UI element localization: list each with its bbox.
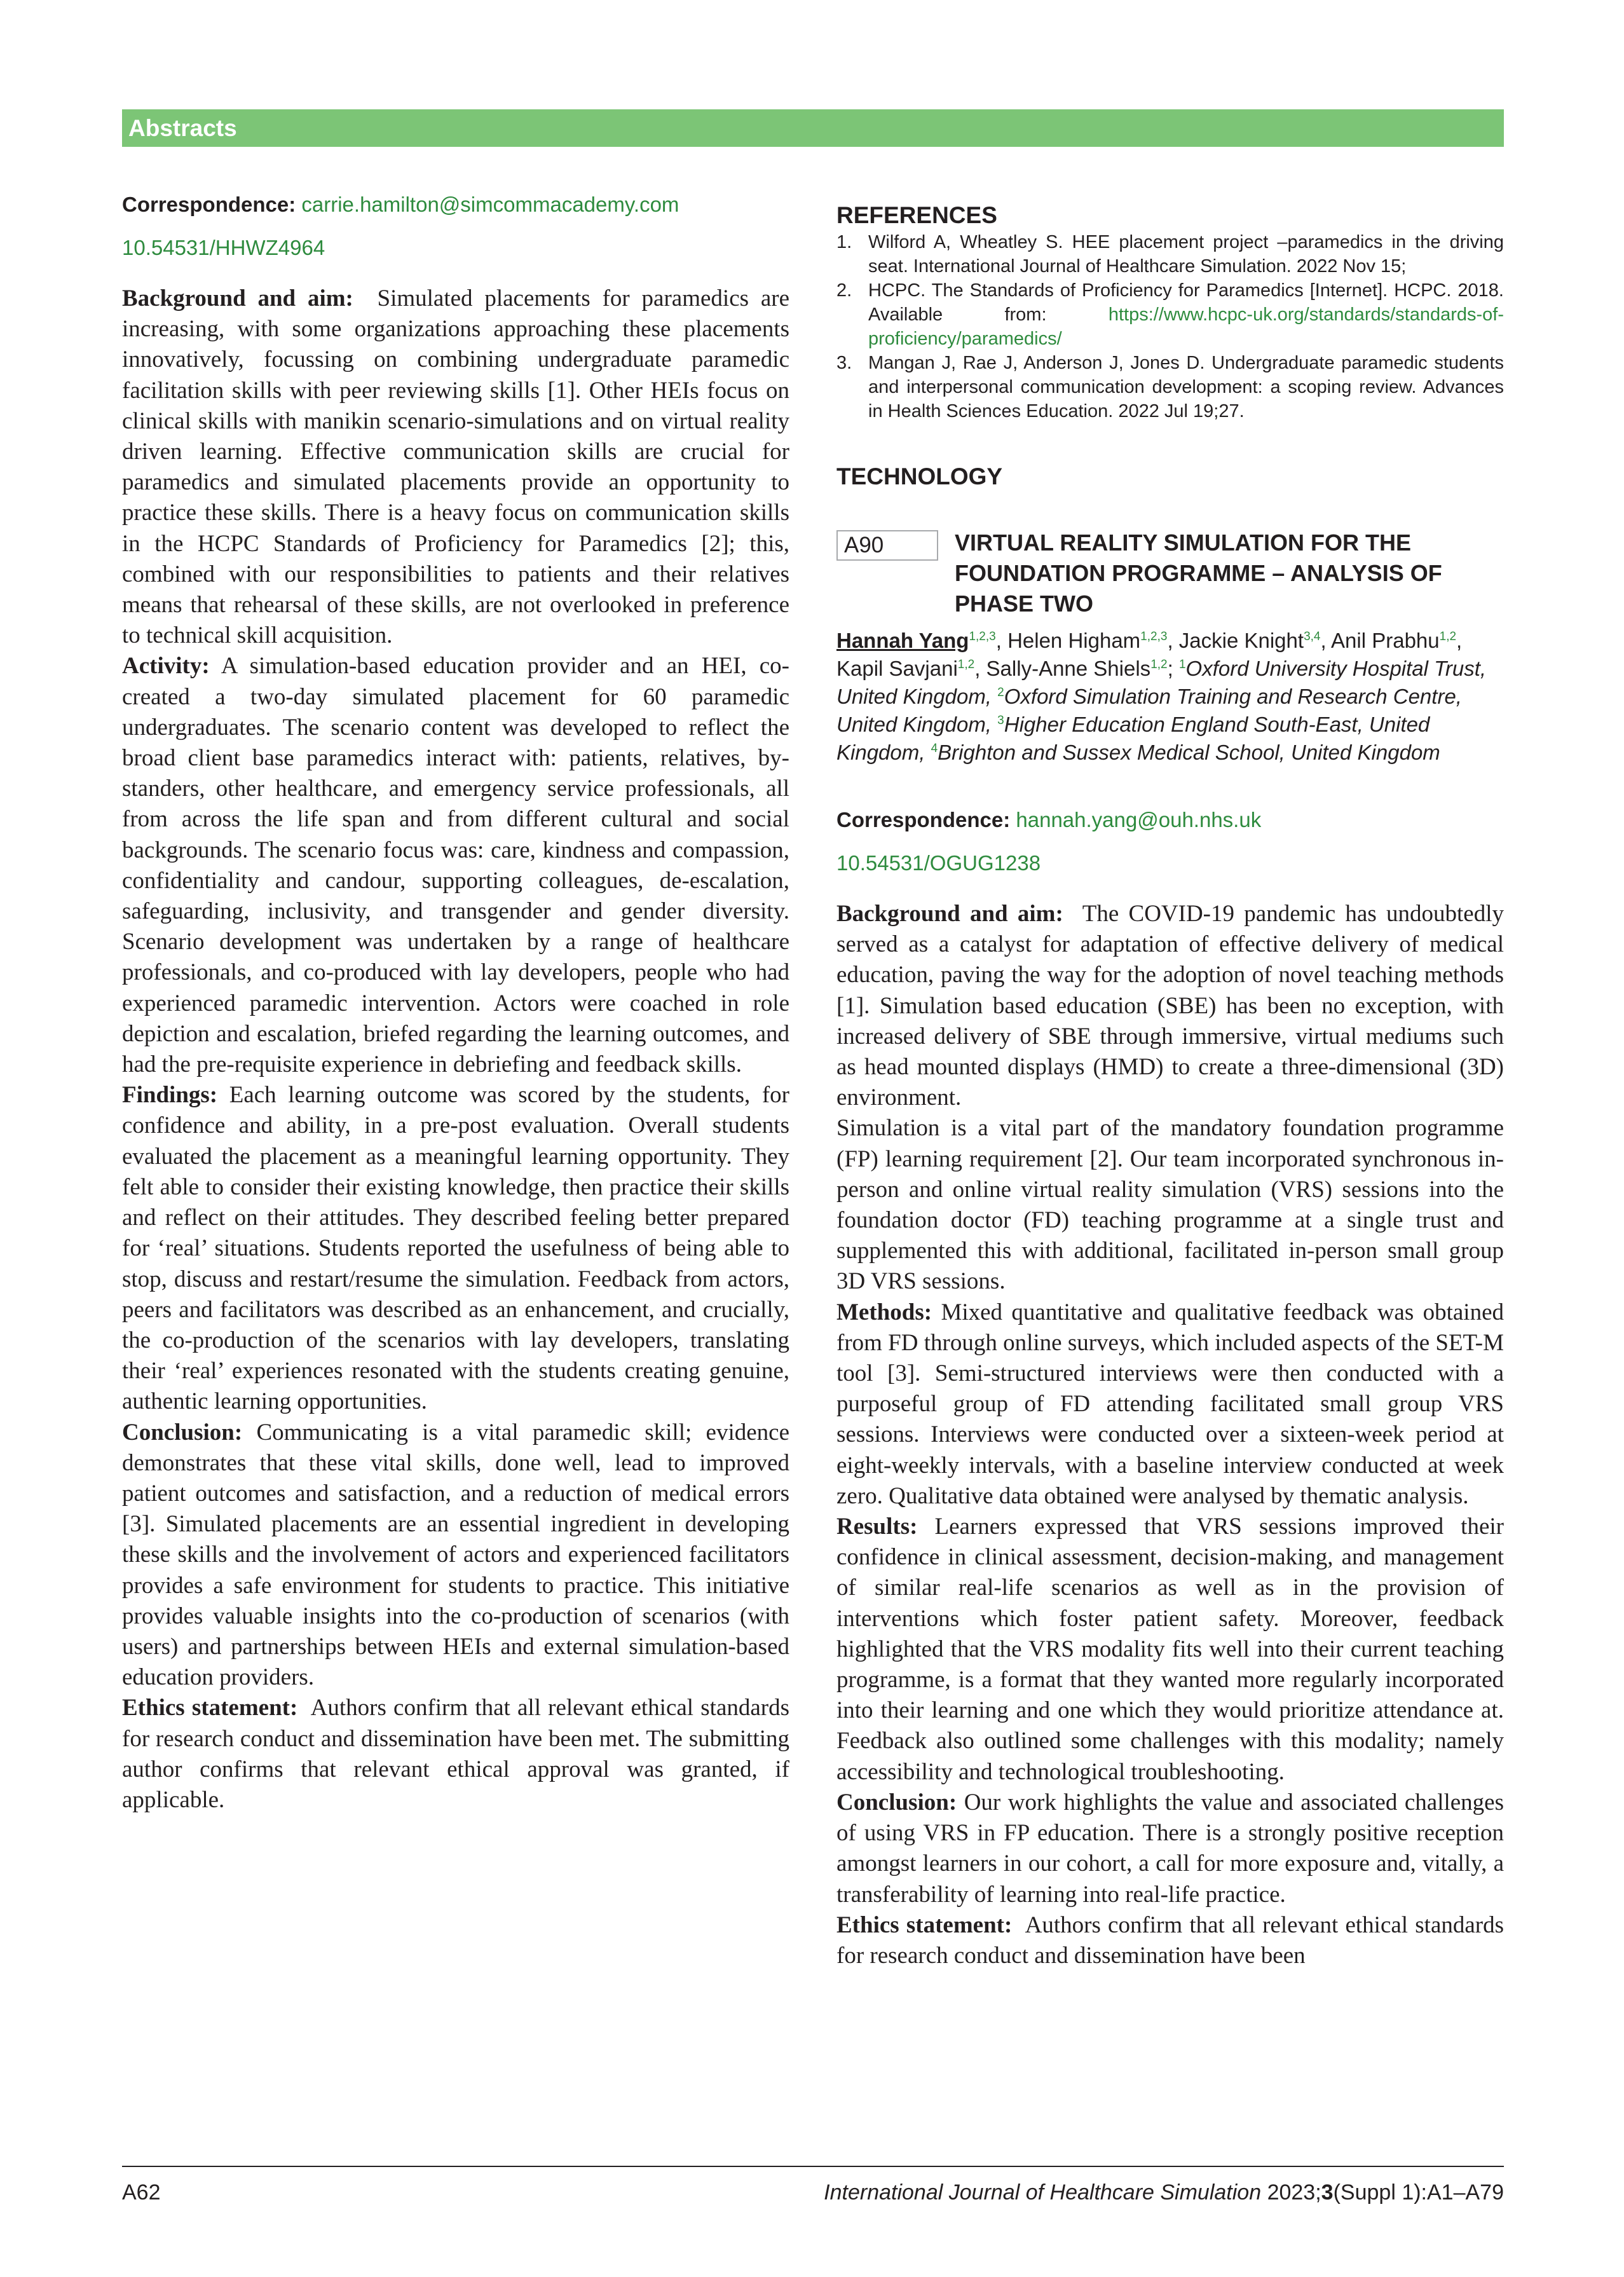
abstract-header	[836, 528, 1504, 620]
paragraph-background	[836, 899, 1504, 1113]
paragraph-conclusion	[122, 1418, 789, 1693]
reference-number: 3.	[836, 353, 852, 373]
author-name: Kapil Savjani	[836, 657, 958, 680]
footer-rule	[122, 2166, 1504, 2167]
paragraph-text: Mixed quantitative and qualitative feedback was obtained from FD through online surveys, which included aspects of the SET-M tool [3]. Semi-structured interviews were then conducted with a purposeful group of FD attending facilitated small group VRS sessions. Interviews were conducted over a sixteen-week period at eight-weekly intervals, with a baseline interview conducted at week zero. Qualitative data obtained were analysed by thematic analysis.	[836, 1299, 1505, 1509]
author-affiliation-mark: 1,2	[1150, 658, 1168, 671]
correspondence-line	[122, 191, 789, 219]
paragraph-text: Authors confirm that all relevant ethical standards for research conduct and dissemination have been met. The submitting author confirms that relevant ethical approval was granted, if applicable.	[122, 1695, 790, 1813]
reference-item	[836, 278, 1504, 351]
journal-year: 2023;	[1267, 2180, 1321, 2205]
correspondence-email-link[interactable]: hannah.yang@ouh.nhs.uk	[1016, 808, 1262, 831]
correspondence-line	[836, 806, 1504, 834]
section-label: Abstracts	[128, 115, 237, 141]
paragraph-activity	[122, 651, 789, 1080]
author-name: Helen Higham	[1007, 629, 1141, 652]
reference-item	[836, 351, 1504, 423]
paragraph-lead: Background and aim:	[836, 901, 1063, 927]
right-column	[836, 202, 1504, 1971]
journal-citation	[824, 2180, 1504, 2205]
paragraph-lead: Results:	[836, 1514, 918, 1540]
abstract-title: VIRTUAL REALITY SIMULATION FOR THE FOUNDATION PROGRAMME – ANALYSIS OF PHASE TWO	[955, 530, 1442, 617]
paragraph-lead: Background and aim:	[122, 285, 353, 311]
paragraph-background	[122, 284, 789, 651]
paragraph-conclusion	[836, 1788, 1504, 1910]
paragraph-text: Each learning outcome was scored by the students, for confidence and ability, in a pre-post evaluation. Overall students evaluated the placement as a meaningful learning opportunity. They felt able to consider their existing knowledge, then practice their skills and reflect on their attitudes. They described feeling better prepared for ‘real’ situations. Students reported the usefulness of being able to stop, discuss and restart/resume the simulation. Feedback from actors, peers and facilitators was described as an enhancement, and crucially, the co-production of the scenarios with lay developers, translating their ‘real’ experiences resonated with the students creating genuine, authentic learning opportunities.	[122, 1082, 789, 1415]
page-number: A62	[122, 2180, 161, 2205]
affiliation-number: 3	[997, 714, 1004, 727]
section-banner	[122, 109, 1504, 147]
paragraph-lead: Methods:	[836, 1299, 932, 1325]
paragraph-lead: Activity:	[122, 653, 210, 680]
author-affiliation-mark: 1,2,3	[969, 630, 996, 643]
journal-issue: (Suppl 1):A1–A79	[1333, 2180, 1504, 2205]
reference-number: 2.	[836, 280, 852, 301]
author-affiliation-mark: 1,2	[1439, 630, 1457, 643]
references-heading: REFERENCES	[836, 202, 997, 228]
correspondence-label: Correspondence:	[122, 193, 296, 216]
paragraph-methods	[836, 1297, 1504, 1512]
reference-item	[836, 230, 1504, 278]
author-name: Hannah Yang	[836, 629, 969, 652]
affiliation-text: Oxford University Hospital Trust, United Kingdom,	[836, 657, 1487, 708]
author-name: Anil Prabhu	[1331, 629, 1440, 652]
left-column	[122, 191, 789, 1815]
reference-text: Mangan J, Rae J, Anderson J, Jones D. Undergraduate paramedic students and interpersonal communication development: a scoping review. Advances in Health Sciences Education. 2022 Jul 19;27.	[868, 353, 1504, 421]
affiliation-number: 2	[997, 686, 1004, 699]
affiliation-number: 4	[931, 742, 938, 755]
paragraph-ethics	[122, 1693, 789, 1815]
paragraph-ethics	[836, 1910, 1504, 1971]
paragraph-text: A simulation-based education provider and an HEI, co-created a two-day simulated placement for 60 paramedic undergraduates. The scenario content was developed to reflect the broad client base paramedics interact with: patients, relatives, by-standers, other healthcare, and emergency service professionals, all from across the life span and from different cultural and social backgrounds. The scenario focus was: care, kindness and compassion, confidentiality and candour, supporting colleagues, de-escalation, safeguarding, inclusivity, and transgender and gender diversity. Scenario development was undertaken by a range of healthcare professionals, and co-produced with lay developers, people who had experienced paramedic intervention. Actors were coached in role depiction and escalation, briefed regarding the learning outcomes, and had the pre-requisite experience in debriefing and feedback skills.	[122, 653, 789, 1078]
doi-link[interactable]: 10.54531/OGUG1238	[836, 851, 1041, 875]
paragraph-text: Our work highlights the value and associated challenges of using VRS in FP education. There is a strongly positive reception amongst learners in our cohort, a call for more exposure and, vitally, a transferability of learning into real-life practice.	[836, 1789, 1505, 1908]
author-list: Hannah Yang$^{1,2,3}$, Helen Higham$^{1,2,3}$, Jackie Knight$^{3,4}$, Anil Prabhu$^{1,2}$, Kapil Savjani$^{1,2}$, Sally-Anne Shiels$^{1,2}$; $^1$Oxford University Hospital Trust, United Kingdom, $^2$Oxford Simulation Training and Research Centre, United Kingdom, $^3$Higher Education England South-East, United Kingdom, $^4$Brighton and Sussex Medical School, United Kingdom	[836, 629, 1487, 764]
abstract-id-box: A90	[836, 530, 938, 561]
paragraph-lead: Conclusion:	[122, 1419, 243, 1446]
paragraph-results	[836, 1512, 1504, 1788]
affiliation-text: Oxford Simulation Training and Research Centre, United Kingdom,	[836, 685, 1462, 736]
paragraph-findings	[122, 1080, 789, 1417]
author-affiliation-mark: 1,2	[957, 658, 975, 671]
author-name: Jackie Knight	[1178, 629, 1304, 652]
author-affiliation-mark: 1,2,3	[1140, 630, 1168, 643]
reference-list	[836, 230, 1504, 423]
paragraph-text: Simulation is a vital part of the mandatory foundation programme (FP) learning requirement [2]. Our team incorporated synchronous in-person and online virtual reality simulation (VRS) sessions into the foundation doctor (FD) teaching programme at a single trust and supplemented this with additional, facilitated in-person small group 3D VRS sessions.	[836, 1115, 1504, 1295]
correspondence-label: Correspondence:	[836, 808, 1011, 831]
reference-text: HCPC. The Standards of Proficiency for Paramedics [Internet]. HCPC. 2018. Available from:	[868, 280, 1504, 325]
paragraph-lead: Ethics statement:	[122, 1695, 298, 1721]
paragraph-lead: Conclusion:	[836, 1789, 957, 1815]
affiliation-number: 1	[1178, 658, 1186, 671]
affiliation-text: Brighton and Sussex Medical School, United Kingdom	[938, 741, 1440, 764]
author-affiliation-mark: 3,4	[1304, 630, 1321, 643]
paragraph-text: Simulated placements for paramedics are increasing, with some organizations approaching these placements innovatively, focussing on combining undergraduate paramedic facilitation skills with peer reviewing skills [1]. Other HEIs focus on clinical skills with manikin scenario-simulations and on virtual reality driven learning. Effective communication skills are crucial for paramedics and simulated placements provide an opportunity to practice these skills. There is a heavy focus on communication skills in the HCPC Standards of Proficiency for Paramedics [2]; this, combined with our responsibilities to patients and their relatives means that rehearsal of these skills, are not overlooked in preference to technical skill acquisition.	[122, 285, 789, 649]
paragraph-lead: Ethics statement:	[836, 1911, 1013, 1938]
paragraph-text: Communicating is a vital paramedic skill; evidence demonstrates that these vital skills, done well, lead to improved patient outcomes and satisfaction, and a reduction of medical errors [3]. Simulated placements are an essential ingredient in developing these skills and the involvement of actors and experienced facilitators provides a safe environment for students to practice. This initiative provides valuable insights into the co-production of scenarios (with users) and partnerships between HEIs and external simulation-based education providers.	[122, 1419, 790, 1691]
paragraph-text: Authors confirm that all relevant ethical standards for research conduct and dissemination have been	[836, 1911, 1505, 1969]
reference-number: 1.	[836, 232, 852, 252]
affiliation-text: Higher Education England South-East, United Kingdom,	[836, 713, 1430, 764]
paragraph-text: Learners expressed that VRS sessions improved their confidence in clinical assessment, decision-making, and management of similar real-life scenarios as well as in the provision of interventions which foster patient safety. Moreover, feedback highlighted that the VRS modality fits well into their current teaching programme, is a format that they wanted more regularly incorporated into their learning and one which they would prioritize attendance at. Feedback also outlined some challenges with this modality; namely accessibility and technological troubleshooting.	[836, 1514, 1504, 1785]
paragraph-text: The COVID-19 pandemic has undoubtedly served as a catalyst for adaptation of effective delivery of medical education, paving the way for the adoption of novel teaching methods [1]. Simulation based education (SBE) has been no exception, with increased delivery of SBE through immersive, virtual mediums such as head mounted displays (HMD) to create a three-dimensional (3D) environment.	[836, 901, 1504, 1111]
paragraph-simulation	[836, 1113, 1504, 1297]
journal-name: International Journal of Healthcare Simulation	[824, 2180, 1262, 2205]
journal-volume: 3	[1321, 2180, 1334, 2205]
reference-link[interactable]: https://www.hcpc-uk.org/standards/standards-of-proficiency/paramedics/	[868, 304, 1505, 349]
doi-link[interactable]: 10.54531/HHWZ4964	[122, 236, 325, 259]
paragraph-lead: Findings:	[122, 1082, 218, 1109]
author-name: Sally-Anne Shiels	[986, 657, 1151, 680]
correspondence-email-link[interactable]: carrie.hamilton@simcommacademy.com	[301, 193, 679, 216]
reference-text: Wilford A, Wheatley S. HEE placement project –paramedics in the driving seat. International Journal of Healthcare Simulation. 2022 Nov 15;	[868, 232, 1504, 277]
section-heading: TECHNOLOGY	[836, 463, 1003, 489]
